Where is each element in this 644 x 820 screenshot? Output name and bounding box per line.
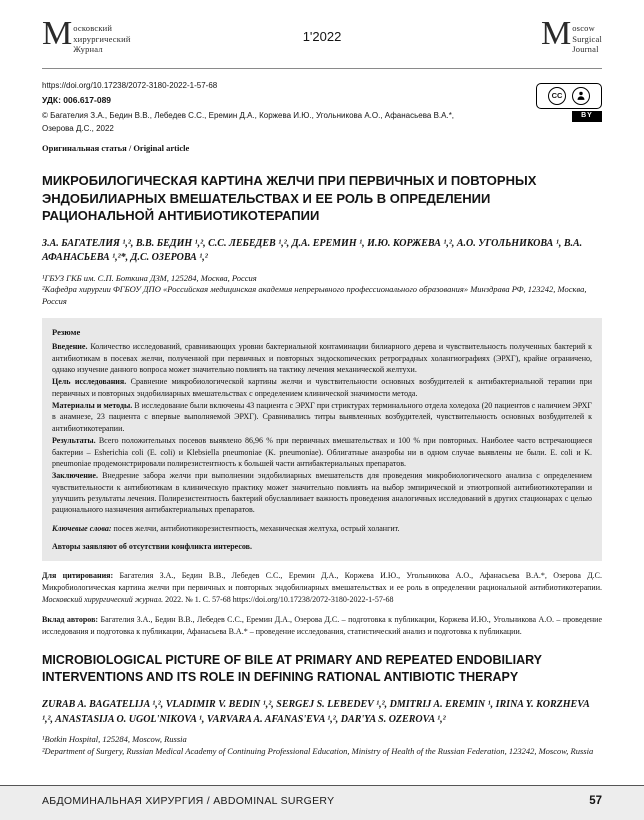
authors-en: ZURAB A. BAGATELIJA ¹,², VLADIMIR V. BEDIN ¹,², SERGEJ S. LEBEDEV ¹,², DMITRIJ A. EREMIN ¹, IRINA Y. KORZHEVA ¹,², ANASTASIJA O. UGOL'NIKOVA ¹, VARVARA A. AFANAS'EVA ¹,², DAR'YA S. OZEROVA ¹,² — [42, 699, 590, 726]
header-divider — [42, 68, 602, 69]
affiliation-en-2: ²Department of Surgery, Russian Medical Academy of Continuing Professional Education, Ministry of Health of the Russian Federation, 123242, Moscow, Russia — [42, 745, 594, 756]
abstract-results: Результаты. Всего положительных посевов выявлено 86,96 % при первичных вмешательствах и 100 % при повторных. Наиболее часто встречающиеся бактерии – Esherichia coli (E. coli) и Klebsiella pneumoniae (K. pneumoniae). Облигатные анаэробы ни в одном случае выявлены не были. E. coli и K. pneumoniae продемонстрировали полирезистентность к большей части антибактериальных препаратов. — [52, 436, 593, 468]
keywords-line: Ключевые слова: посев желчи, антибиотикорезистентность, механическая желтуха, острый холангит. — [52, 523, 400, 533]
cc-icon: CC — [548, 87, 566, 105]
affiliations-ru — [42, 273, 602, 307]
affiliation-ru-1: ¹ГБУЗ ГКБ им. С.П. Боткина ДЗМ, 125284, Москва, Россия — [42, 272, 257, 283]
affiliations-en — [42, 734, 602, 757]
logo-en-initial: M — [541, 15, 572, 52]
masthead — [42, 15, 603, 55]
abstract-box — [42, 318, 602, 561]
citation-paragraph: Для цитирования: Багателия З.А., Бедин В.В., Лебедев С.С., Еремин Д.А., Коржева И.Ю., Угольникова А.О., Афанасьева В.А.*, Озерова Д.С. Микробиологическая картина желчи при первичных и повторных эндобилиарных вмешательствах и ее роль в определении рациональной антибиотикотерапии. Московский хирургический журнал. 2022. № 1. С. 57-68 https://doi.org/10.17238/2072-3180-2022-1-57-68 — [42, 571, 603, 604]
section-title: АБДОМИНАЛЬНАЯ ХИРУРГИЯ / ABDOMINAL SURGERY — [42, 795, 335, 807]
cc-by-person-icon — [572, 87, 590, 105]
author-contribution-paragraph: Вклад авторов: Багателия З.А., Бедин В.В., Лебедев С.С., Еремин Д.А., Озерова Д.С. – подготовка к публикации, Коржева И.Ю., Угольникова А.О. – проведение исследования и подготовка к публикации, Афанасьева В.А.* – проведение исследования, статистический анализ и подготовка к публикации. — [42, 615, 603, 636]
article-title-en: MICROBIOLOGICAL PICTURE OF BILE AT PRIMARY AND REPEATED ENDOBILIARY INTERVENTIONS AND ITS ROLE IN DEFINING RATIONAL ANTIBIOTIC THERAPY — [42, 653, 542, 684]
journal-logo-ru — [42, 15, 229, 55]
abstract-heading: Резюме — [52, 327, 81, 338]
journal-logo-en — [415, 15, 603, 55]
copyright-line: © Багателия З.А., Бедин В.В., Лебедев С.С., Еремин Д.А., Коржева И.Ю., Угольникова А.О., Афанасьева В.А.*, Озерова Д.С., 2022 — [42, 111, 455, 133]
doi-link[interactable]: https://doi.org/10.17238/2072-3180-2022-1-57-68 — [42, 80, 218, 90]
article-type-label: Оригинальная статья / Original article — [42, 143, 190, 154]
logo-en-wordmark: oscow Surgical Journal — [572, 23, 603, 55]
issue-number: 1'2022 — [302, 29, 342, 44]
logo-ru-wordmark: осковский хирургический Журнал — [73, 23, 131, 55]
abstract-introduction: Введение. Количество исследований, сравнивающих уровни бактериальной контаминации билиарного дерева и чувствительность полученных бактерий к антибиотикам в посевах желчи, полученной при первичных и повторных эндоскопических ретроградных холангиографиях (ЭРХГ), крайне ограничено, однако изучение данного вопроса может значительно повлиять на тактику лечения механической желтухи. — [52, 342, 592, 375]
logo-ru-initial: М — [42, 15, 73, 52]
cc-license-box — [536, 83, 602, 109]
authors-ru: З.А. БАГАТЕЛИЯ ¹,², В.В. БЕДИН ¹,², С.С. ЛЕБЕДЕВ ¹,², Д.А. ЕРЕМИН ¹, И.Ю. КОРЖЕВА ¹,², А.О. УГОЛЬНИКОВА ¹, В.А. АФАНАСЬЕВА ¹,²*, Д.С. ОЗЕРОВА ¹,² — [42, 237, 583, 264]
affiliation-en-1: ¹Botkin Hospital, 125284, Moscow, Russia — [42, 734, 187, 745]
conflict-of-interest-statement: Авторы заявляют об отсутствии конфликта интересов. — [52, 542, 252, 552]
page-number: 57 — [589, 795, 602, 807]
article-meta — [42, 80, 602, 156]
cc-license-badge[interactable] — [536, 83, 602, 122]
page-footer — [0, 785, 644, 820]
udk-code: УДК: 006.617-089 — [42, 95, 112, 106]
doi-link-line — [42, 80, 602, 92]
cc-by-label: BY — [572, 111, 602, 122]
article-title-ru: МИКРОБИЛОГИЧЕСКАЯ КАРТИНА ЖЕЛЧИ ПРИ ПЕРВИЧНЫХ И ПОВТОРНЫХ ЭНДОБИЛИАРНЫХ ВМЕШАТЕЛЬСТВАХ И ЕЕ РОЛЬ В ОПРЕДЕЛЕНИИ РАЦИОНАЛЬНОЙ АНТИБИОТИКОТЕРАПИИ — [42, 173, 537, 223]
journal-name-italic: Московский хирургический журнал. — [42, 594, 164, 604]
abstract-conclusion: Заключение. Внедрение забора желчи при выполнении эндобилиарных вмешательств для проведения микробиологического анализа с определением чувствительности к антибиотикам в клиническую практику может значительно повлиять на выбор эмпирической и этиотропной антибиотикотерапии и улучшить результаты лечения. Полирезистентность бактерий обуславливает важность проведения аналогичных исследований в других стационарах с целью рационального назначения антибактериальных препаратов. — [52, 471, 592, 515]
affiliation-ru-2: ²Кафедра хирургии ФГБОУ ДПО «Российская медицинская академия непрерывного профессионального образования» Минздрава РФ, 123242, Москва, Россия — [42, 284, 587, 306]
abstract-methods: Материалы и методы. В исследование были включены 43 пациента с ЭРХГ при стриктурах терминального отдела холедоха (20 пациентов с наличием ЭРХГ в анамнезе, 23 пациента с впервые выполняемой ЭРХГ). Сравнивались титры выявленных возбудителей, чувствительность основных возбудителей к антибиотикотерапии. — [52, 401, 593, 433]
abstract-aim: Цель исследования. Сравнение микробиологической картины желчи и чувствительности основных возбудителей к антибактериальной терапии при первичных и повторных эндобилиарных вмешательствах с определением клинической значимости метода. — [52, 377, 592, 398]
